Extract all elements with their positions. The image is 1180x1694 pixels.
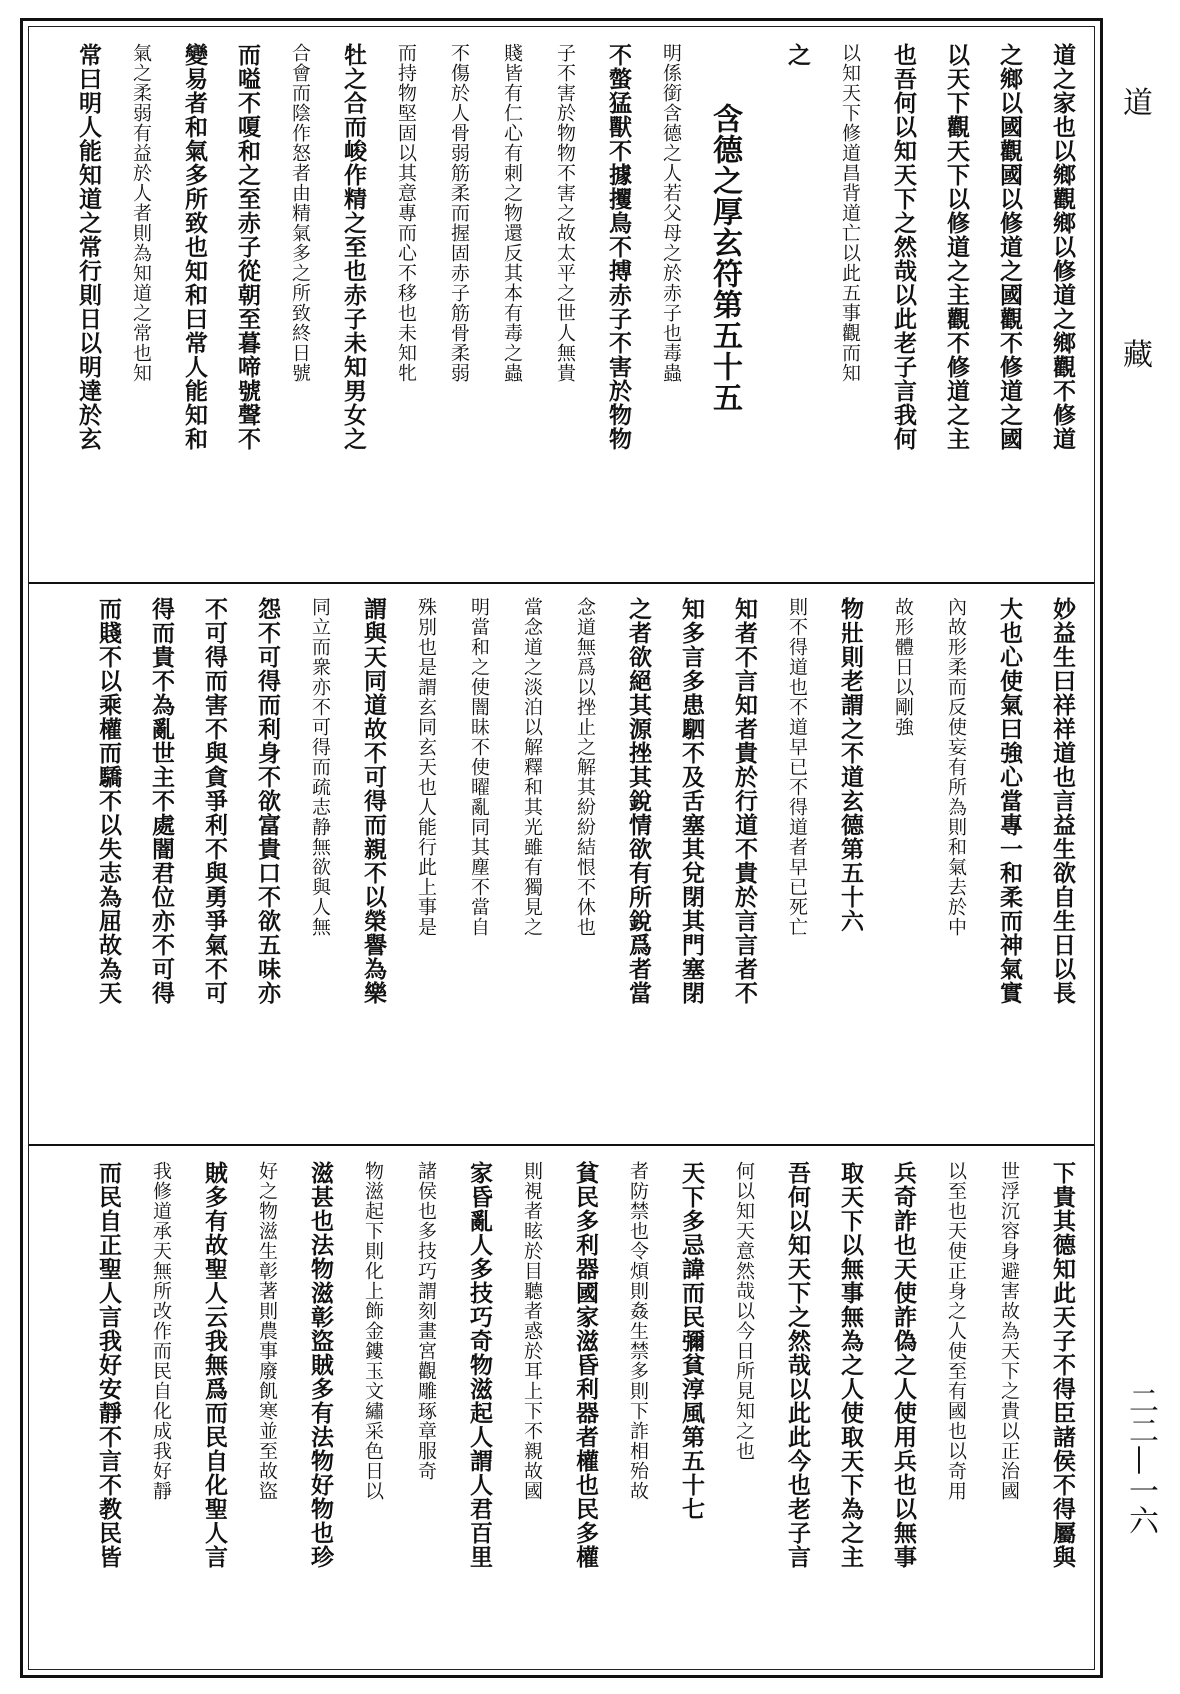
text-column: 不可得而害不與貪爭利不與勇爭氣不可 bbox=[201, 597, 228, 1005]
text-column: 得而貴不為亂世主不處闇君位亦不可得 bbox=[148, 597, 175, 1005]
text-column: 知者不言知者貴於行道不貴於言言者不 bbox=[731, 597, 758, 1005]
text-column: 之 bbox=[784, 43, 811, 67]
text-column: 而民自正聖人言我好安靜不言不教民皆 bbox=[95, 1161, 122, 1569]
text-column: 不傷於人骨弱筋柔而握固赤子筋骨柔弱 bbox=[448, 43, 470, 383]
text-column: 同立而衆亦不可得而疏志静無欲與人無 bbox=[309, 597, 331, 937]
panel-divider bbox=[28, 582, 1095, 584]
text-column: 何以知天意然哉以今日所見知之也 bbox=[733, 1161, 755, 1461]
margin-title-bottom: 藏 bbox=[1123, 338, 1153, 373]
page-frame bbox=[20, 18, 1103, 1678]
text-panel-middle bbox=[31, 583, 1092, 1143]
text-column: 世浮沉容身避害故為天下之貴以正治國 bbox=[998, 1161, 1020, 1501]
text-column: 則視者眩於目聽者惑於耳上下不親故國 bbox=[521, 1161, 543, 1501]
text-column: 下貴其德知此天子不得臣諸侯不得屬與 bbox=[1049, 1161, 1076, 1569]
text-column: 取天下以無事無為之人使取天下為之主 bbox=[837, 1161, 864, 1569]
text-column: 物壯則老謂之不道玄德第五十六 bbox=[837, 597, 864, 933]
text-column: 貧民多利器國家滋昏利器者權也民多權 bbox=[572, 1161, 599, 1569]
text-column: 以天下觀天下以修道之主觀不修道之主 bbox=[943, 43, 970, 451]
text-column: 故形體日以剛強 bbox=[892, 597, 914, 737]
text-column: 好之物滋生彰著則農事廢飢寒並至故盜 bbox=[256, 1161, 278, 1501]
text-column: 殊別也是謂玄同玄天也人能行此上事是 bbox=[415, 597, 437, 937]
text-column: 兵奇詐也天使詐偽之人使用兵也以無事 bbox=[890, 1161, 917, 1569]
text-column: 天下多忌諱而民彌貧淳風第五十七 bbox=[678, 1161, 705, 1521]
text-column: 以知天下修道昌背道亡以此五事觀而知 bbox=[839, 43, 861, 383]
text-panel-top bbox=[31, 29, 1092, 579]
text-column: 吾何以知天下之然哉以此此今也老子言 bbox=[784, 1161, 811, 1569]
text-column: 怨不可得而利身不欲富貴口不欲五味亦 bbox=[254, 597, 281, 1005]
text-column: 大也心使氣曰強心當專一和柔而神氣實 bbox=[996, 597, 1023, 1005]
text-panel-bottom bbox=[31, 1147, 1092, 1669]
text-column: 子不害於物物不害之故太平之世人無貴 bbox=[554, 43, 576, 383]
text-column: 內故形柔而反使妄有所為則和氣去於中 bbox=[945, 597, 967, 937]
text-column: 滋甚也法物滋彰盜賊多有法物好物也珍 bbox=[307, 1161, 334, 1569]
page-number: 二二—一六 bbox=[1123, 1385, 1158, 1535]
text-column: 不螫猛獸不據攫鳥不搏赤子不害於物物 bbox=[605, 43, 632, 451]
text-column: 賊多有故聖人云我無爲而民自化聖人言 bbox=[201, 1161, 228, 1569]
chapter-heading: 含德之厚玄符第五十五 bbox=[707, 103, 742, 413]
text-column: 變易者和氣多所致也知和曰常人能知和 bbox=[181, 43, 208, 451]
text-column: 常曰明人能知道之常行則日以明達於玄 bbox=[75, 43, 102, 451]
text-column: 而持物堅固以其意專而心不移也未知牝 bbox=[395, 43, 417, 383]
text-column: 而嗌不嗄和之至赤子從朝至暮啼號聲不 bbox=[234, 43, 261, 451]
text-column: 牡之合而峻作精之至也赤子未知男女之 bbox=[340, 43, 367, 451]
text-column: 物滋起下則化上飾金鏤玉文繡采色日以 bbox=[362, 1161, 384, 1501]
text-column: 者防禁也令煩則姦生禁多則下詐相殆故 bbox=[627, 1161, 649, 1501]
text-column: 明當和之使闇昧不使曜亂同其塵不當自 bbox=[468, 597, 490, 937]
text-column: 合會而陰作怒者由精氣多之所致終日號 bbox=[289, 43, 311, 383]
text-column: 也吾何以知天下之然哉以此老子言我何 bbox=[890, 43, 917, 451]
margin-title-top: 道 bbox=[1123, 86, 1153, 121]
text-column: 而賤不以乘權而驕不以失志為屈故為天 bbox=[95, 597, 122, 1005]
text-column: 謂與天同道故不可得而親不以榮譽為樂 bbox=[360, 597, 387, 1005]
text-column: 妙益生曰祥祥道也言益生欲自生日以長 bbox=[1049, 597, 1076, 1005]
text-column: 之鄉以國觀國以修道之國觀不修道之國 bbox=[996, 43, 1023, 451]
text-column: 明係銜含德之人若父母之於赤子也毒蟲 bbox=[660, 43, 682, 383]
text-column: 以至也天使正身之人使至有國也以奇用 bbox=[945, 1161, 967, 1501]
text-column: 家昏亂人多技巧奇物滋起人謂人君百里 bbox=[466, 1161, 493, 1569]
text-column: 當念道之淡泊以解釋和其光雖有獨見之 bbox=[521, 597, 543, 937]
text-column: 則不得道也不道早已不得道者早已死亡 bbox=[786, 597, 808, 937]
text-column: 之者欲絕其源挫其銳情欲有所銳爲者當 bbox=[625, 597, 652, 1005]
text-column: 氣之柔弱有益於人者則為知道之常也知 bbox=[130, 43, 152, 383]
text-column: 知多言多患駟不及舌塞其兌閉其門塞閉 bbox=[678, 597, 705, 1005]
text-column: 念道無爲以挫止之解其紛紛結恨不休也 bbox=[574, 597, 596, 937]
text-column: 諸侯也多技巧謂刻畫宮觀雕琢章服奇 bbox=[415, 1161, 437, 1481]
text-column: 賤皆有仁心有刺之物還反其本有毒之蟲 bbox=[501, 43, 523, 383]
panel-divider bbox=[28, 1144, 1095, 1146]
text-column: 道之家也以鄉觀鄉以修道之鄉觀不修道 bbox=[1049, 43, 1076, 451]
text-column: 我修道承天無所改作而民自化成我好靜 bbox=[150, 1161, 172, 1501]
